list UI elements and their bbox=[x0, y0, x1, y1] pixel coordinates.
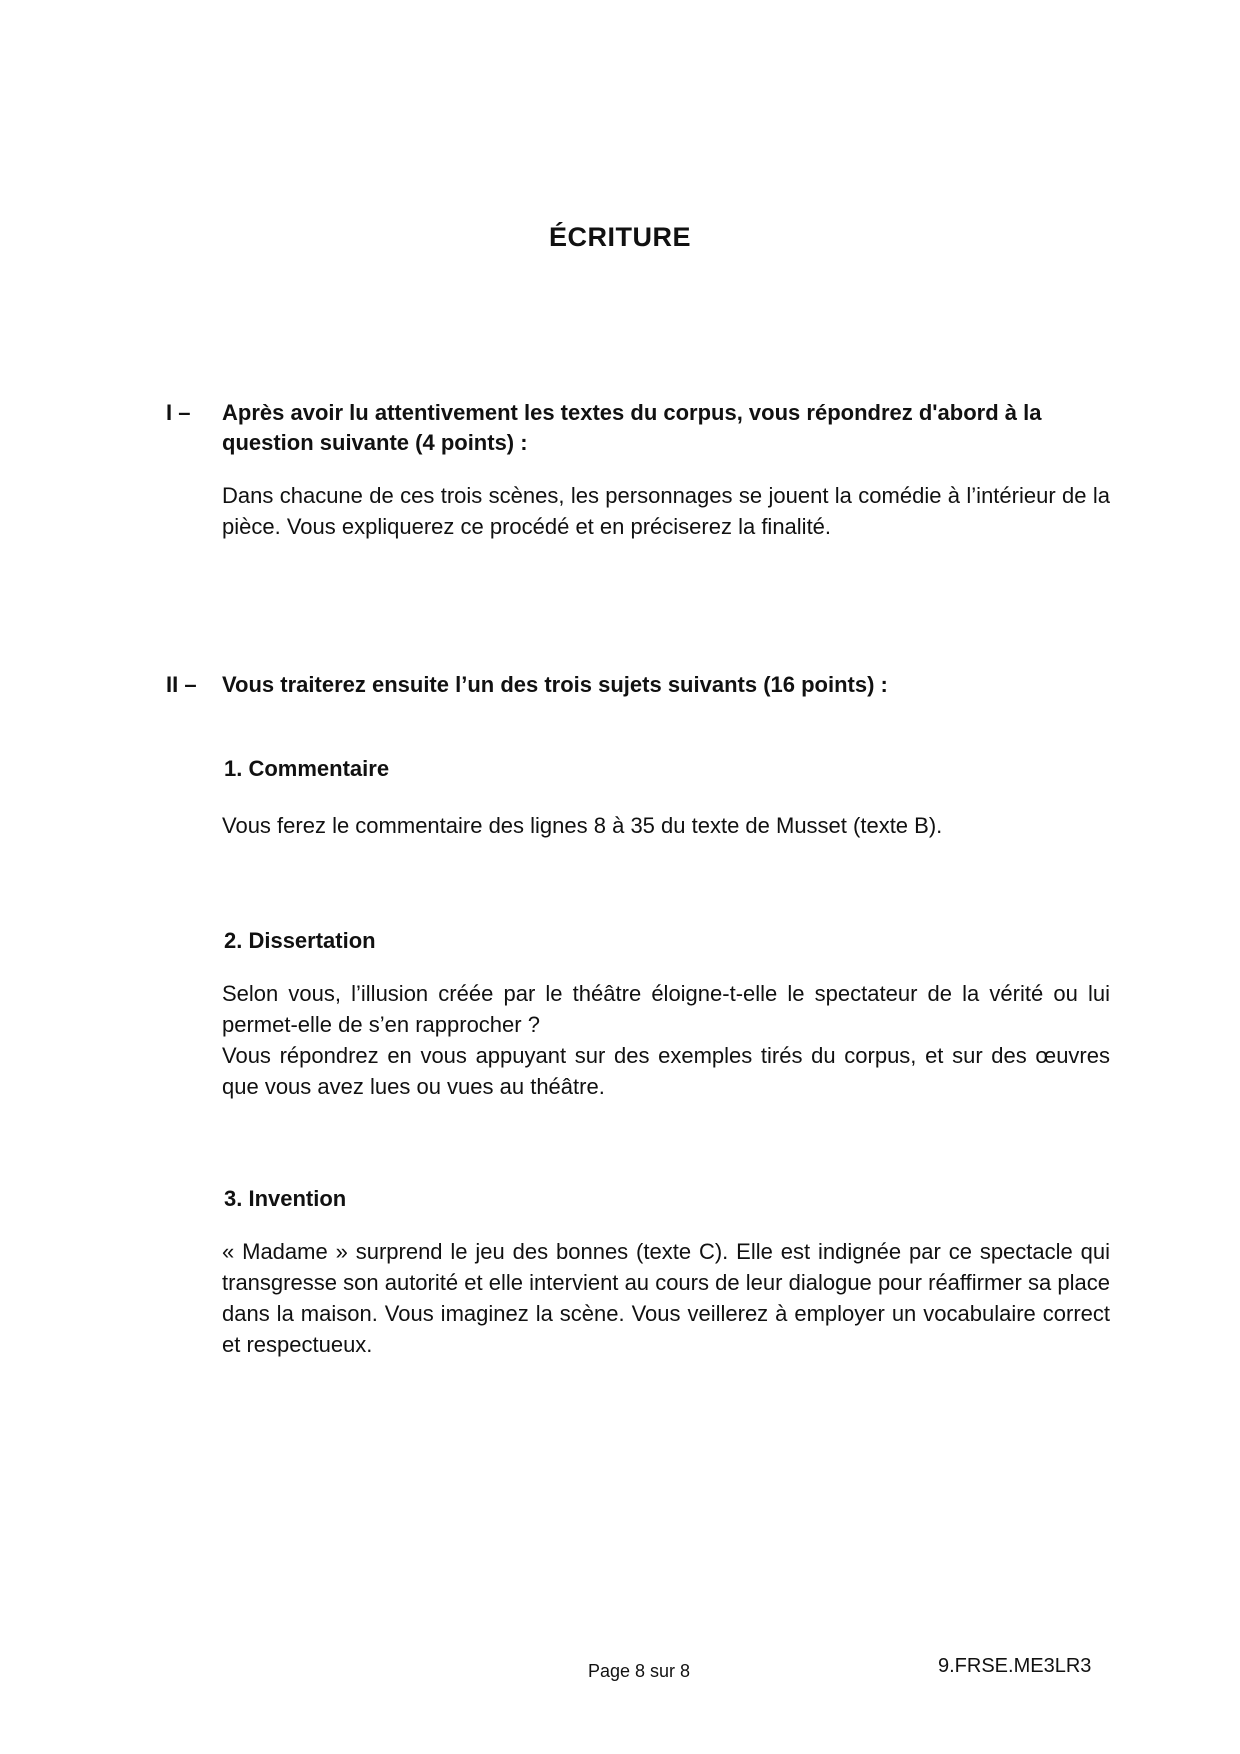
part1-heading-block bbox=[166, 398, 1126, 455]
part1-numeral: I – bbox=[166, 400, 191, 425]
part1-question: Dans chacune de ces trois scènes, les personnages se jouent la comédie à l’intérieur de la pièce. Vous expliquerez ce procédé et en préciserez la finalité. bbox=[222, 483, 1110, 539]
part2-heading-block bbox=[166, 670, 1126, 700]
subject-3-title: 3. Invention bbox=[224, 1186, 347, 1211]
subject-3-text: « Madame » surprend le jeu des bonnes (texte C). Elle est indignée par ce spectacle qui transgresse son autorité et elle intervient au cours de leur dialogue pour réaffirmer sa place dans la maison. Vous imaginez la scène. Vous veillerez à employer un vocabulaire correct et respectueux. bbox=[222, 1239, 1110, 1357]
part2-heading: Vous traiterez ensuite l’un des trois sujets suivants (16 points) : bbox=[222, 672, 888, 697]
part2-numeral: II – bbox=[166, 672, 197, 697]
subject-1-title: 1. Commentaire bbox=[224, 756, 390, 781]
part1-heading: Après avoir lu attentivement les textes du corpus, vous répondrez d'abord à la question suivante (4 points) : bbox=[222, 400, 1042, 455]
document-code: 9.FRSE.ME3LR3 bbox=[938, 1655, 1092, 1677]
subject-2-text-1: Selon vous, l’illusion créée par le théâtre éloigne-t-elle le spectateur de la vérité ou lui permet-elle de s’en rapprocher ? bbox=[222, 981, 1110, 1037]
page-title: ÉCRITURE bbox=[548, 222, 691, 252]
subject-1-text: Vous ferez le commentaire des lignes 8 à 35 du texte de Musset (texte B). bbox=[222, 813, 943, 838]
subject-2-title: 2. Dissertation bbox=[224, 928, 376, 953]
subject-2-text-2: Vous répondrez en vous appuyant sur des exemples tirés du corpus, et sur des œuvres que vous avez lues ou vues au théâtre. bbox=[222, 1043, 1110, 1099]
page-number: Page 8 sur 8 bbox=[588, 1661, 691, 1681]
